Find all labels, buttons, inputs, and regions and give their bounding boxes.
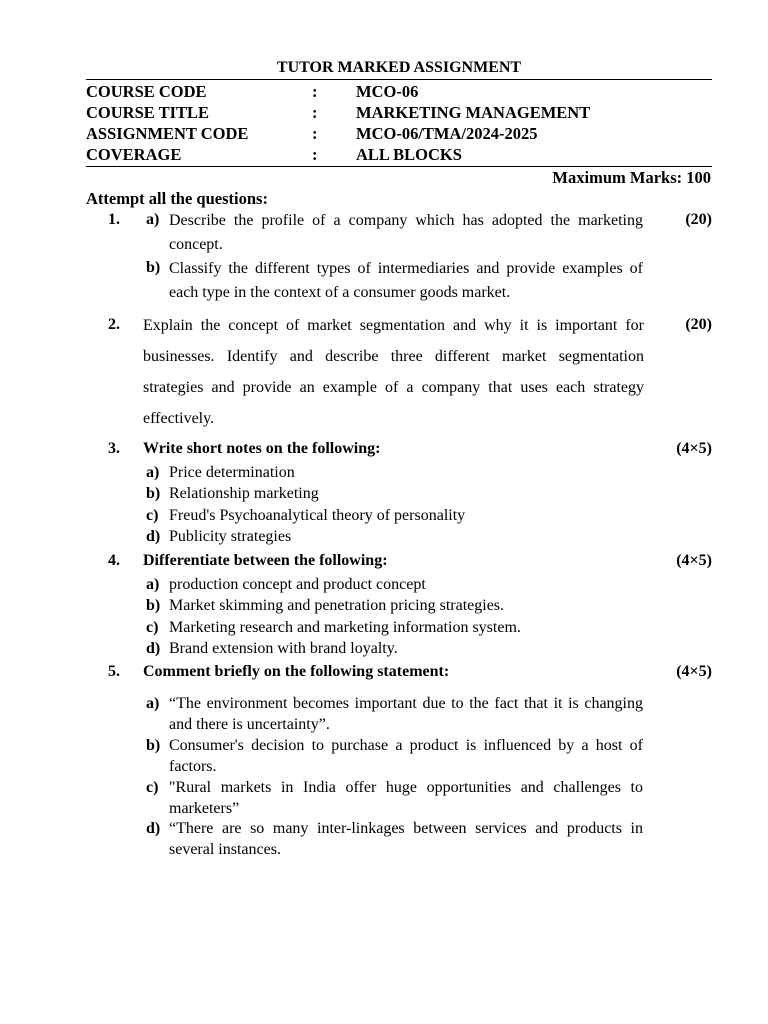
item-label: b) xyxy=(146,737,161,754)
item-text: Freud's Psychoanalytical theory of personality xyxy=(169,507,466,524)
meta-value: MCO-06/TMA/2024-2025 xyxy=(356,124,538,143)
item-label: d) xyxy=(146,528,161,545)
meta-separator: : xyxy=(312,103,318,122)
item-label: a) xyxy=(146,464,160,481)
question-heading: Write short notes on the following: xyxy=(143,440,381,457)
list-item xyxy=(146,617,643,638)
question-marks: (20) xyxy=(685,316,712,333)
meta-value: MCO-06 xyxy=(356,82,419,101)
maximum-marks: Maximum Marks: 100 xyxy=(552,168,711,187)
meta-value: MARKETING MANAGEMENT xyxy=(356,103,591,122)
question-text: Explain the concept of market segmentation and why it is important for businesses. Identify and describe three different market segmentation strategies and provide an example of a company that uses each strategy effectively. xyxy=(143,317,644,427)
item-text: Price determination xyxy=(169,464,295,481)
item-label: b) xyxy=(146,597,161,614)
meta-value: ALL BLOCKS xyxy=(356,145,462,164)
list-item xyxy=(146,483,643,504)
question-number: 1. xyxy=(108,211,120,228)
item-label: a) xyxy=(146,695,160,712)
list-item xyxy=(146,505,643,526)
list-item xyxy=(146,595,643,616)
question-number: 3. xyxy=(108,440,120,457)
meta-separator: : xyxy=(312,82,318,101)
meta-row-coverage xyxy=(86,144,712,165)
question-marks: (20) xyxy=(685,211,712,228)
item-text: Market skimming and penetration pricing strategies. xyxy=(169,597,505,614)
question-number: 5. xyxy=(108,663,120,680)
item-text: Publicity strategies xyxy=(169,528,292,545)
item-text: production concept and product concept xyxy=(169,576,426,593)
item-label: b) xyxy=(146,485,161,502)
item-label: c) xyxy=(146,619,159,636)
course-meta-table xyxy=(86,81,712,165)
list-item xyxy=(146,257,643,305)
question-number: 2. xyxy=(108,316,120,333)
item-text: Brand extension with brand loyalty. xyxy=(169,640,398,657)
question-heading: Differentiate between the following: xyxy=(143,552,388,569)
meta-row-course-code xyxy=(86,81,712,102)
item-text: Describe the profile of a company which has adopted the marketing concept. xyxy=(169,212,643,253)
item-label: a) xyxy=(146,576,160,593)
question-marks: (4×5) xyxy=(676,552,712,569)
list-item xyxy=(146,693,643,735)
item-text: “There are so many inter-linkages between services and products in several instances. xyxy=(169,820,643,858)
question-number: 4. xyxy=(108,552,120,569)
list-item xyxy=(146,638,643,659)
item-text: Classify the different types of intermediaries and provide examples of each type in the context of a consumer goods market. xyxy=(169,260,643,301)
instruction-heading: Attempt all the questions: xyxy=(86,189,268,208)
list-item xyxy=(146,818,643,860)
meta-row-assignment-code xyxy=(86,123,712,144)
meta-key: COURSE TITLE xyxy=(86,103,210,122)
item-label: b) xyxy=(146,259,161,276)
meta-separator: : xyxy=(312,124,318,143)
list-item xyxy=(146,526,643,547)
meta-key: ASSIGNMENT CODE xyxy=(86,124,249,143)
list-item xyxy=(146,574,643,595)
item-label: d) xyxy=(146,820,161,837)
item-text: Marketing research and marketing information system. xyxy=(169,619,521,636)
header-top-rule xyxy=(86,79,712,80)
meta-row-course-title xyxy=(86,102,712,123)
header-bottom-rule xyxy=(86,166,712,167)
list-item xyxy=(146,209,643,257)
list-item xyxy=(146,777,643,819)
meta-key: COVERAGE xyxy=(86,145,182,164)
item-label: d) xyxy=(146,640,161,657)
item-text: Consumer's decision to purchase a product is influenced by a host of factors. xyxy=(169,737,643,775)
question-heading: Comment briefly on the following statement: xyxy=(143,663,450,680)
document-title: TUTOR MARKED ASSIGNMENT xyxy=(276,59,522,76)
list-item xyxy=(146,735,643,777)
question-marks: (4×5) xyxy=(676,440,712,457)
item-label: a) xyxy=(146,211,160,228)
item-text: “The environment becomes important due to the fact that it is changing and there is uncertainty”. xyxy=(169,695,643,733)
item-text: "Rural markets in India offer huge opportunities and challenges to marketers” xyxy=(169,779,643,817)
item-label: c) xyxy=(146,779,159,796)
question-marks: (4×5) xyxy=(676,663,712,680)
meta-separator: : xyxy=(312,145,318,164)
meta-key: COURSE CODE xyxy=(86,82,207,101)
item-label: c) xyxy=(146,507,159,524)
item-text: Relationship marketing xyxy=(169,485,319,502)
list-item xyxy=(146,462,643,483)
